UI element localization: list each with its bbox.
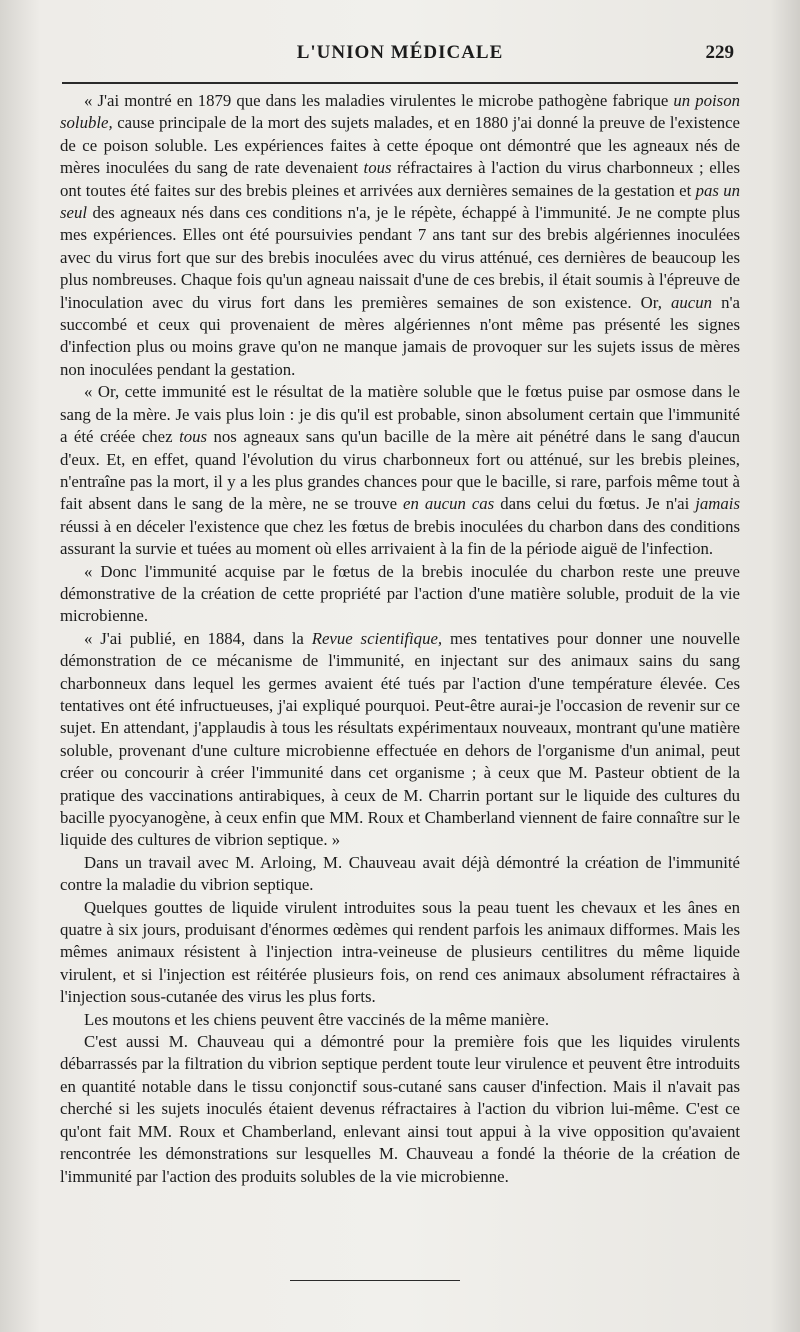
paragraph-7: Les moutons et les chiens peuvent être vaccinés de la même manière. bbox=[84, 1009, 550, 1029]
paragraph-8: C'est aussi M. Chauveau qui a démontré pour la première fois que les liquides virulents débarrassés par la filtration du vibrion septique perdent toute leur virulence et peuvent être introduits en quantité notable dans le tissu conjonctif sous-cutané sans causer d'infection. Mais il n'avait pas cherché si les sujets inoculés étaient devenus réfractaires à l'action du vibrion lui-même. C'est ce qu'ont fait MM. Roux et Chamberland, enlevant ainsi tout appui à la vive opposition qu'avaient rencontrée les démonstrations sur lesquelles M. Chauveau a fondé la théorie de la création de l'immunité par l'action des produits solubles de la vie microbienne. bbox=[60, 1032, 740, 1186]
end-rule bbox=[290, 1280, 460, 1281]
running-title: L'UNION MÉDICALE bbox=[296, 42, 504, 63]
paragraph-1: « J'ai montré en 1879 que dans les maladies virulentes le microbe pathogène fabrique un poison soluble, cause principale de la mort des sujets malades, et en 1880 j'ai donné la preuve de l'existence de ce poison soluble. Les expériences faites à cette époque ont démontré que les agneaux nés de mères inoculées du sang de rate devenaient tous réfractaires à l'action du virus charbonneux ; elles ont toutes été faites sur des brebis pleines et arrivées aux dernières semaines de la gestation et pas un seul des agneaux nés dans ces conditions n'a, je le répète, échappé à l'immunité. Je ne compte plus mes expériences. Elles ont été poursuivies pendant 7 ans tant sur des brebis algériennes inoculées avec du virus fort que sur des brebis inoculées avec du virus atténué, ces dernières de beaucoup les plus nombreuses. Chaque fois qu'un agneau naissait d'une de ces brebis, il était soumis à l'épreuve de l'inoculation avec du virus fort dans les premières semaines de son existence. Or, aucun n'a succombé et ceux qui provenaient de mères algériennes n'ont même pas présenté les signes d'infection plus ou moins grave qu'on ne manque jamais de provoquer sur les sujets issus de mères non inoculées pendant la gestation. bbox=[60, 91, 740, 379]
paragraph-3: « Donc l'immunité acquise par le fœtus de la brebis inoculée du charbon reste une preuve démonstrative de la création de cette propriété par l'action d'une matière soluble, produit de la vie microbienne. bbox=[60, 561, 740, 626]
page-number: 229 bbox=[705, 42, 734, 63]
page-header bbox=[60, 42, 740, 72]
paragraph-4: « J'ai publié, en 1884, dans la Revue scientifique, mes tentatives pour donner une nouvelle démonstration de ce mécanisme de l'immunité, en injectant sur des animaux sains du sang charbonneux dans lequel les germes avaient été tués par l'action d'une température élevée. Ces tentatives ont été infructueuses, j'ai expliqué pourquoi. Peut-être aurai-je l'occasion de revenir sur ce sujet. En attendant, j'applaudis à tous les résultats expérimentaux nouveaux, montrant qu'une matière soluble, provenant d'une culture microbienne effectuée en dehors de l'organisme d'un animal, peut créer ou concourir à créer l'immunité dans cet organisme ; à ceux que M. Pasteur obtient de la pratique des vaccinations antirabiques, à ceux de M. Charrin portant sur le liquide des cultures du bacille pyocyanogène, à ceux enfin que MM. Roux et Chamberland viennent de faire connaître sur le liquide des cultures de vibrion septique. » bbox=[60, 628, 740, 850]
body-text bbox=[60, 90, 740, 1188]
paragraph-6: Quelques gouttes de liquide virulent introduites sous la peau tuent les chevaux et les ânes en quatre à six jours, produisant d'énormes œdèmes qui rendent parfois les animaux difformes. Mais les mêmes animaux résistent à l'injection intra-veineuse de plusieurs centilitres du même liquide virulent, et si l'injection est réitérée plusieurs fois, on rend ces animaux absolument réfractaires à l'injection sous-cutanée des virus les plus forts. bbox=[60, 897, 740, 1007]
header-rule bbox=[62, 82, 738, 84]
paragraph-5: Dans un travail avec M. Arloing, M. Chauveau avait déjà démontré la création de l'immunité contre la maladie du vibrion septique. bbox=[60, 852, 740, 895]
paragraph-2: « Or, cette immunité est le résultat de la matière soluble que le fœtus puise par osmose dans le sang de la mère. Je vais plus loin : je dis qu'il est probable, sinon absolument certain que l'immunité a été créée chez tous nos agneaux sans qu'un bacille de la mère ait pénétré dans le sang d'aucun d'eux. Et, en effet, quand l'évolution du virus charbonneux fort ou atténué, sur les brebis pleines, n'entraîne pas la mort, il y a les plus grandes chances pour que le bacille, si rare, parfois même tout à fait absent dans le sang de la mère, ne se trouve en aucun cas dans celui du fœtus. Je n'ai jamais réussi à en déceler l'existence que chez les fœtus de brebis inoculées du charbon dans des conditions assurant la survie et tuées au moment où elles arrivaient à la fin de la période aiguë de l'infection. bbox=[60, 382, 740, 559]
